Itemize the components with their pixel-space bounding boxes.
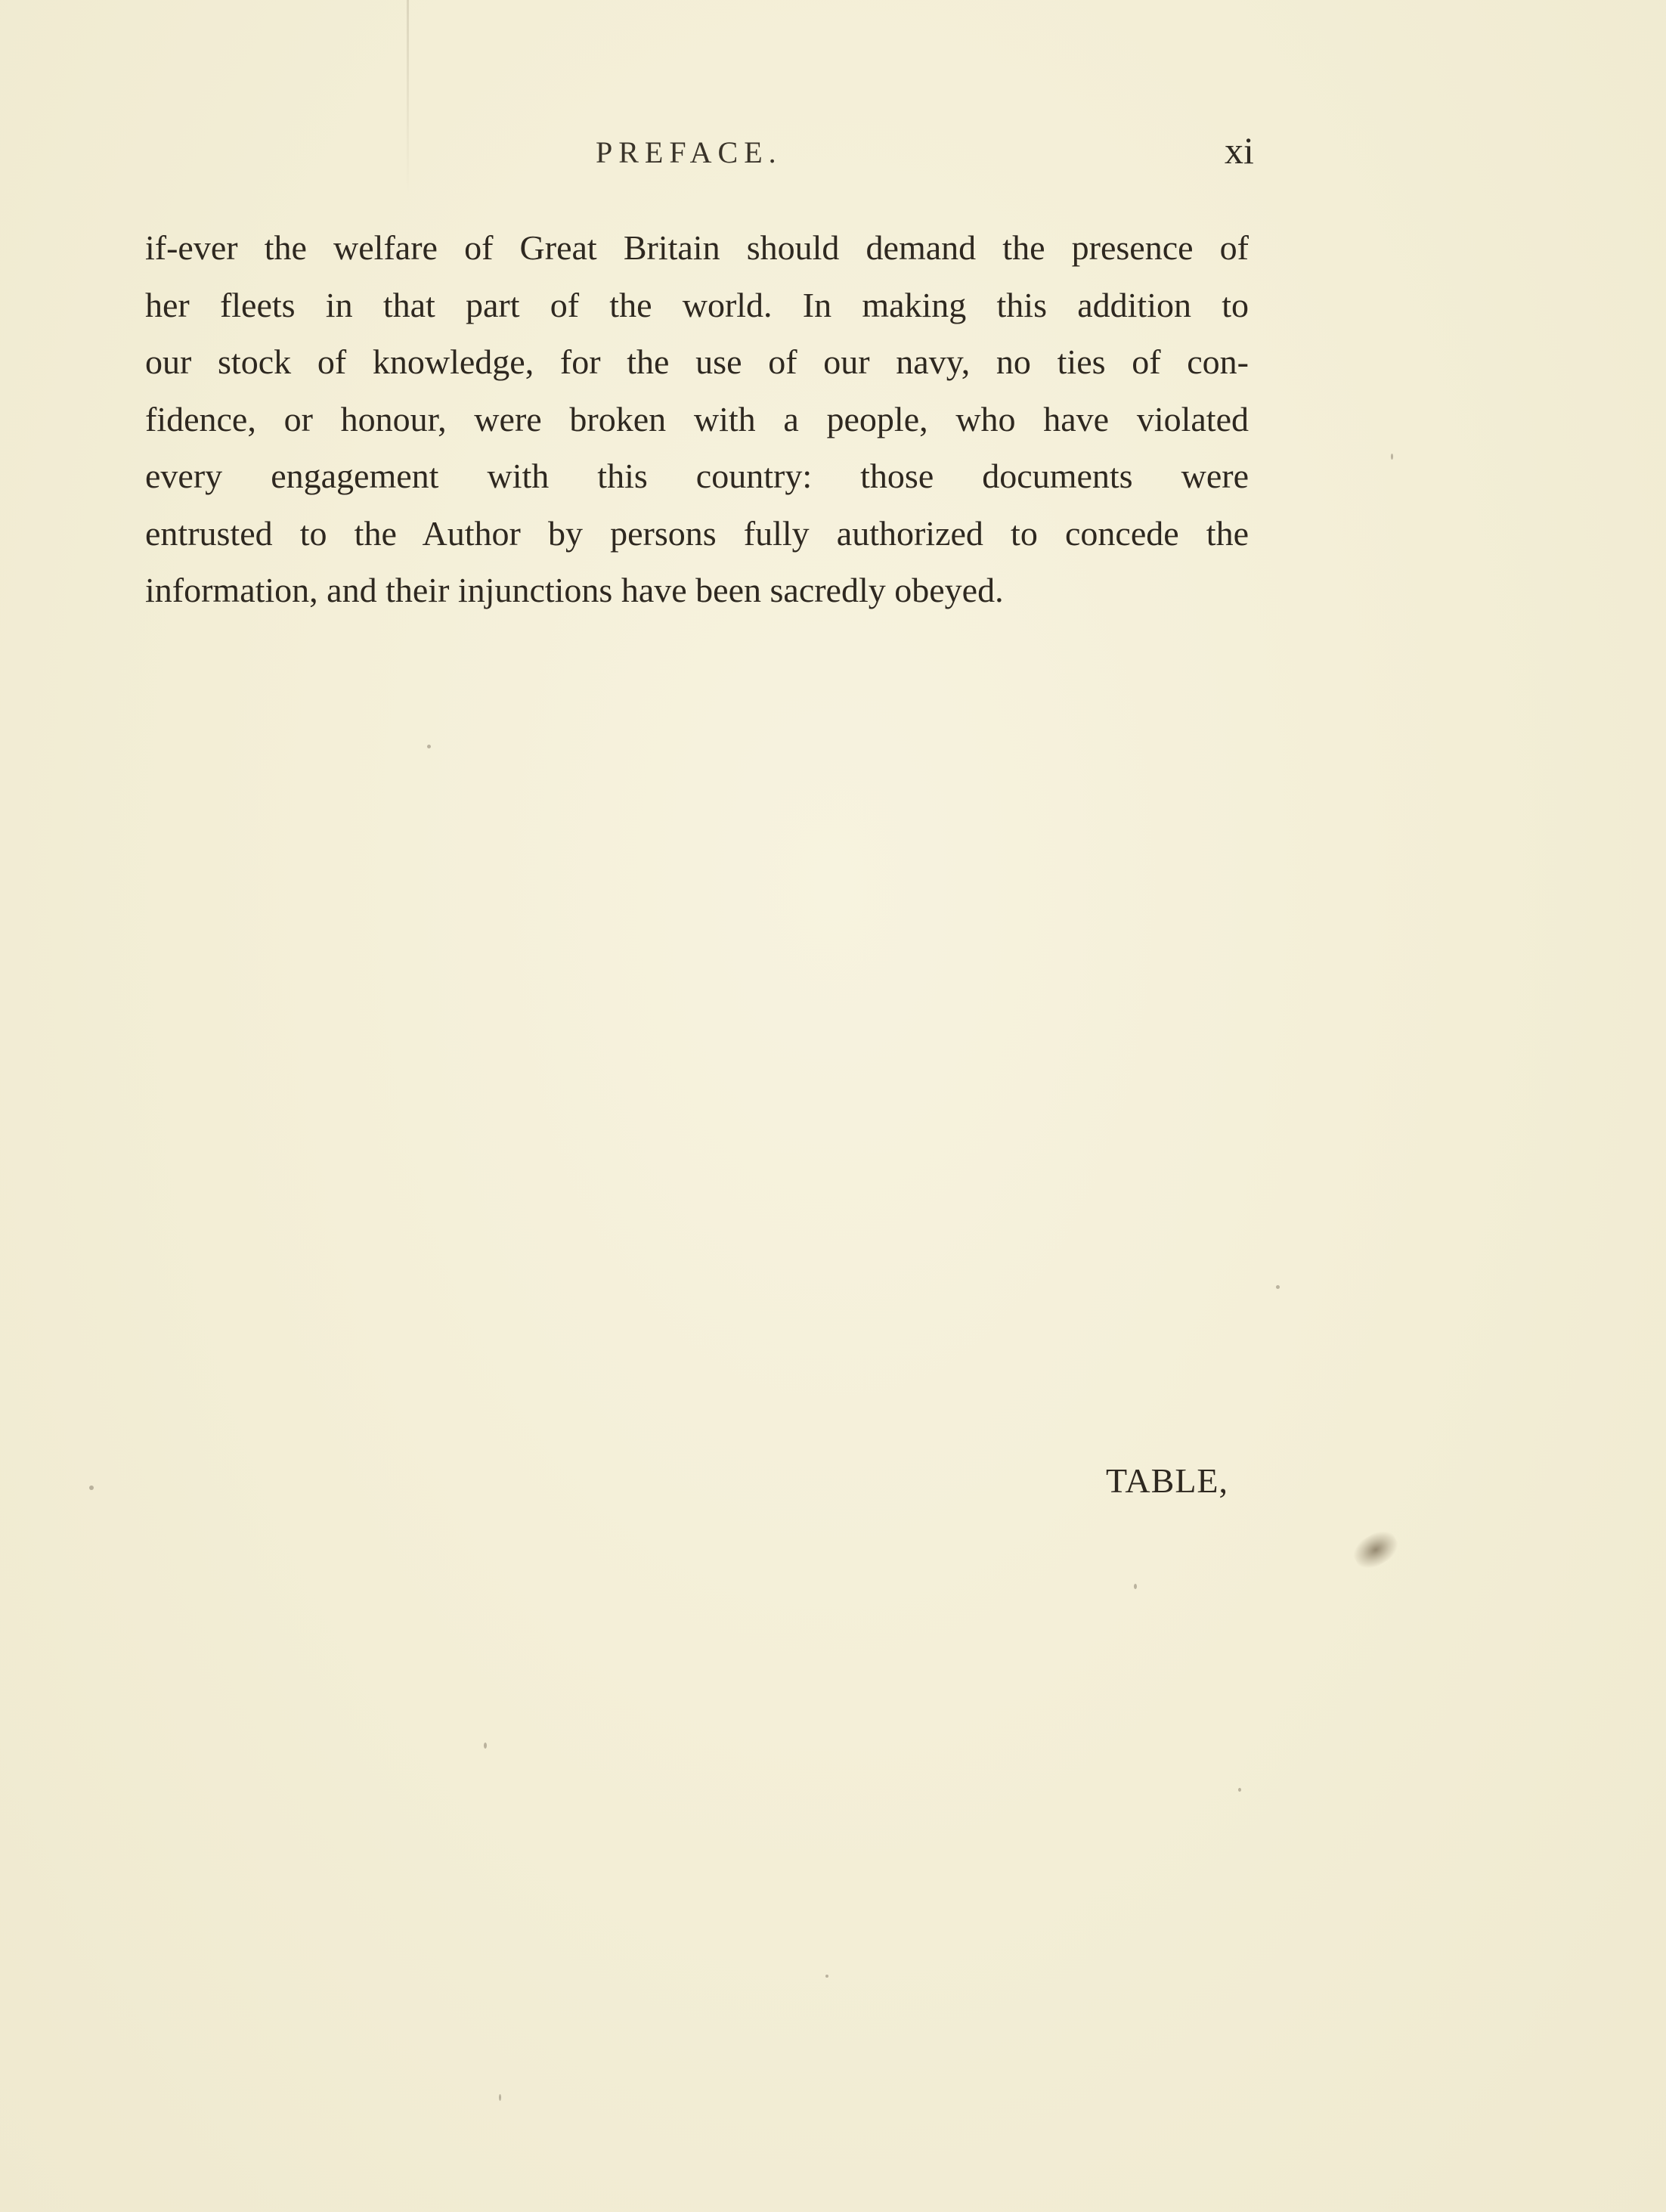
page-number: xi bbox=[1225, 129, 1254, 172]
paper-speck bbox=[1238, 1788, 1241, 1792]
text-line: if-ever the welfare of Great Britain should demand the presence of bbox=[145, 228, 1249, 267]
text-line: her fleets in that part of the world. In making this addition to bbox=[145, 285, 1249, 324]
running-title: PREFACE. bbox=[596, 135, 782, 169]
text-line: information, and their injunctions have been sacredly obeyed. bbox=[145, 571, 1004, 609]
text-line: every engagement with this country: those documents were bbox=[145, 457, 1249, 495]
preface-paragraph bbox=[145, 219, 1249, 619]
paper-speck bbox=[1391, 454, 1393, 460]
ink-stain bbox=[1349, 1526, 1403, 1575]
paper-speck bbox=[825, 1975, 828, 1978]
paper-speck bbox=[89, 1486, 94, 1490]
text-line: our stock of knowledge, for the use of our navy, no ties of con- bbox=[145, 342, 1249, 381]
catchword: TABLE, bbox=[1106, 1461, 1229, 1500]
paper-speck bbox=[484, 1743, 487, 1749]
paper-speck bbox=[499, 2094, 501, 2101]
paper-speck bbox=[1276, 1285, 1280, 1289]
paper-speck bbox=[427, 745, 431, 748]
text-line: fidence, or honour, were broken with a people, who have violated bbox=[145, 399, 1249, 438]
paper-speck bbox=[1134, 1584, 1137, 1589]
text-line: entrusted to the Author by persons fully authorized to concede the bbox=[145, 513, 1249, 553]
gutter-shadow bbox=[407, 0, 409, 197]
